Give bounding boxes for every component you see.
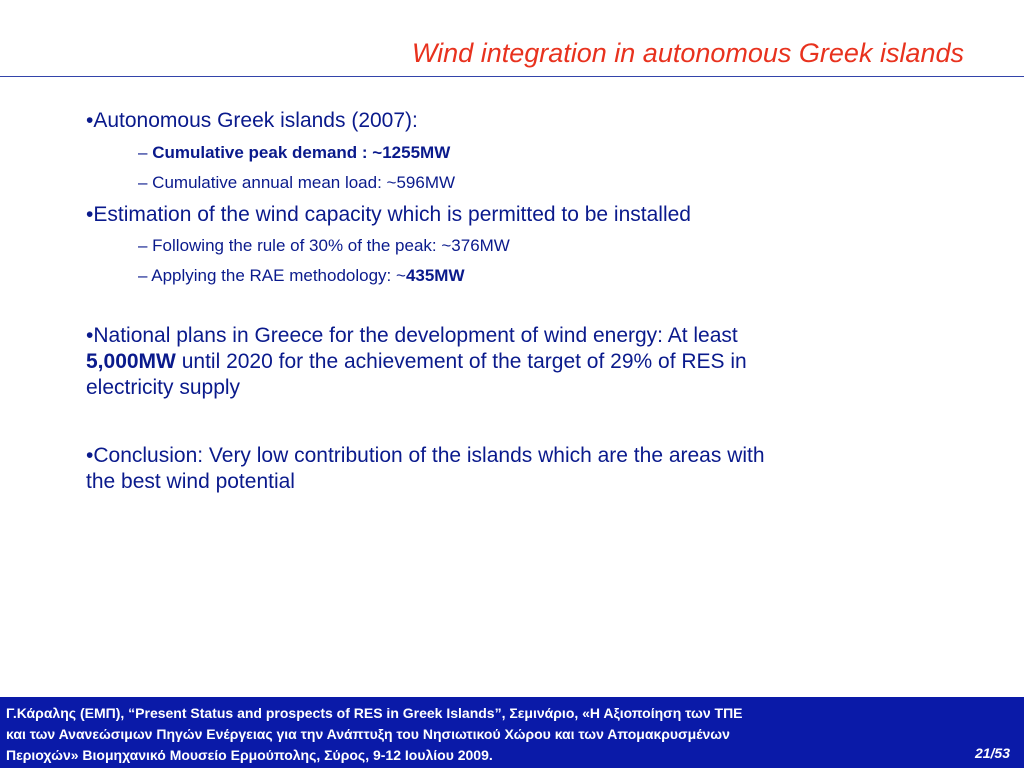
national-plans-line1: •National plans in Greece for the development of wind energy: At least <box>86 324 738 347</box>
footer-line-2: και των Ανανεώσιμων Πηγών Ενέργειας για την Ανάπτυξη του Νησιωτικού Χώρου και των Απομακρυσμένων <box>6 726 730 742</box>
rae-value-bold: 435MW <box>405 266 465 285</box>
sub-bullet-rae-method <box>138 265 936 287</box>
bullet-national-plans <box>86 323 936 401</box>
footer-citation <box>6 703 946 766</box>
slide-content <box>86 108 936 495</box>
footer-line-1: Γ.Κάραλης (ΕΜΠ), “Present Status and prospects of RES in Greek Islands”, Σεμινάριο, «Η Αξιοποίηση των ΤΠΕ <box>6 705 743 721</box>
sub-bullet-mean-load: – Cumulative annual mean load: ~596MW <box>138 173 456 192</box>
national-plans-bold: 5,000MW <box>86 350 176 373</box>
page-number: 21/53 <box>974 745 1010 761</box>
national-plans-line3: electricity supply <box>86 376 241 399</box>
conclusion-line1: •Conclusion: Very low contribution of the islands which are the areas with <box>86 444 765 467</box>
title-rule <box>0 76 1024 77</box>
rae-prefix: – Applying the RAE methodology: ~ <box>138 266 406 285</box>
footer-line-3: Περιοχών» Βιομηχανικό Μουσείο Ερμούπολης, Σύρος, 9-12 Ιουλίου 2009. <box>6 747 493 763</box>
national-plans-line2: until 2020 for the achievement of the target of 29% of RES in <box>175 350 747 373</box>
bullet-wind-capacity: •Estimation of the wind capacity which is permitted to be installed <box>86 203 691 226</box>
sub-bullet-30-percent: – Following the rule of 30% of the peak: ~376MW <box>138 236 510 255</box>
sub-bullet-peak-demand <box>138 142 936 164</box>
bullet-autonomous-islands: •Autonomous Greek islands (2007): <box>86 109 418 132</box>
conclusion-line2: the best wind potential <box>86 470 295 493</box>
bullet-conclusion <box>86 443 936 495</box>
slide-title: Wind integration in autonomous Greek islands <box>411 38 964 68</box>
sub-bullet-prefix: – <box>138 143 153 162</box>
peak-demand-bold: Cumulative peak demand : ~1255MW <box>152 143 451 162</box>
footer-bar <box>0 697 1024 768</box>
